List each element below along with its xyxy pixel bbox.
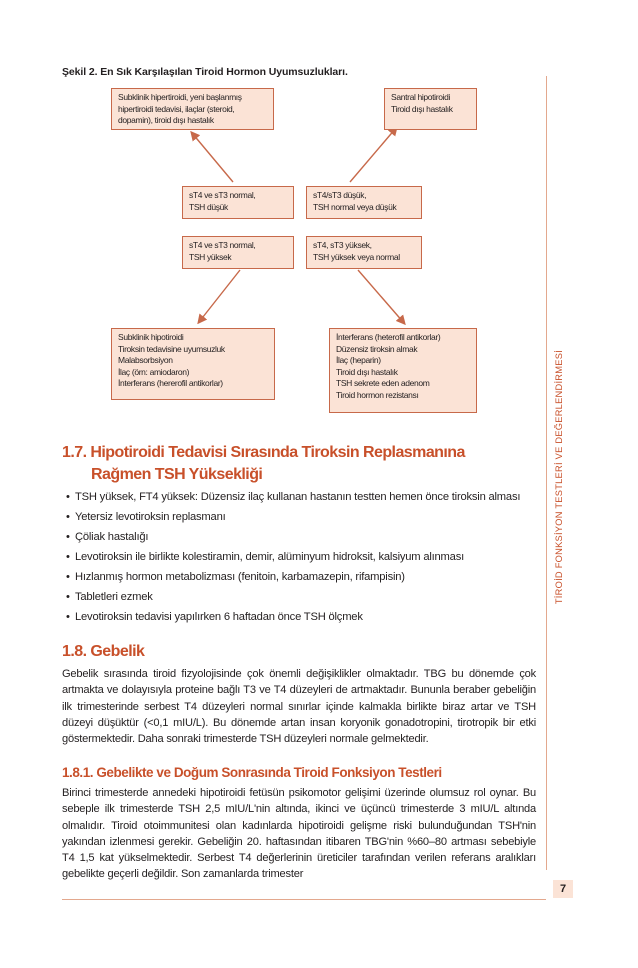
box-mid-left-2: sT4 ve sT3 normal, TSH yüksek bbox=[182, 236, 294, 269]
running-header-vertical: TİROİD FONKSİYON TESTLERİ VE DEĞERLENDİRMESİ bbox=[554, 350, 564, 605]
list-item: • Tabletleri ezmek bbox=[66, 590, 538, 604]
box-bottom-left: Subklinik hipotiroidi Tiroksin tedavisine uyumsuzluk Malabsorbsiyon İlaç (örn: amiodaron) İnterferans (hererofil antikorlar) bbox=[111, 328, 275, 400]
box-mid-right-2: sT4, sT3 yüksek, TSH yüksek veya normal bbox=[306, 236, 422, 269]
box-top-left: Subklinik hipertiroidi, yeni başlanmış hipertiroidi tedavisi, ilaçlar (steroid, dopamin), tiroid dışı hastalık bbox=[111, 88, 274, 130]
section-18-paragraph: Gebelik sırasında tiroid fizyolojisinde çok önemli değişiklikler olmaktadır. TBG bu dönemde çok artmakta ve dolayısıyla proteine bağlı T3 ve T4 düzeyleri de artmaktadır. Bununla beraber gebeliğin ilk trimesterinde serbest T4 düzeyleri normal sınırlar içinde kalmakla birlikte biraz artar ve TSH düzeyi düşüktür (<0,1 mIU/L). Bu dönemde artan insan koryonik gonadotropini, tirotropik bir etki göstermektedir. Daha sonraki trimesterde TSH düzeyleri normale gelmektedir. bbox=[62, 668, 536, 746]
list-item: • TSH yüksek, FT4 yüksek: Düzensiz ilaç kullanan hastanın testten hemen önce tiroksin alması bbox=[66, 490, 538, 504]
box-mid-left-1: sT4 ve sT3 normal, TSH düşük bbox=[182, 186, 294, 219]
section-18-title: 1.8. Gebelik bbox=[62, 643, 145, 660]
section-17-bullet-list bbox=[66, 490, 538, 630]
box-bottom-right: İnterferans (heterofil antikorlar) Düzensiz tiroksin almak İlaç (heparin) Tiroid dışı hastalık TSH sekrete eden adenom Tiroid hormon rezistansı bbox=[329, 328, 477, 413]
bottom-divider bbox=[62, 899, 546, 900]
section-17-title: 1.7. Hipotiroidi Tedavisi Sırasında Tiroksin Replasmanına Rağmen TSH Yüksekliği bbox=[62, 444, 465, 483]
list-item: • Levotiroksin ile birlikte kolestiramin, demir, alüminyum hidroksit, kalsiyum alınması bbox=[66, 550, 538, 564]
list-item: • Yetersiz levotiroksin replasmanı bbox=[66, 510, 538, 524]
section-181-title: 1.8.1. Gebelikte ve Doğum Sonrasında Tiroid Fonksiyon Testleri bbox=[62, 765, 442, 780]
list-item: • Çöliak hastalığı bbox=[66, 530, 538, 544]
box-mid-right-1: sT4/sT3 düşük, TSH normal veya düşük bbox=[306, 186, 422, 219]
arrow-up-left bbox=[192, 133, 233, 182]
page-number: 7 bbox=[553, 880, 573, 898]
box-top-right: Santral hipotiroidi Tiroid dışı hastalık bbox=[384, 88, 477, 130]
list-item: • Hızlanmış hormon metabolizması (fenitoin, karbamazepin, rifampisin) bbox=[66, 570, 538, 584]
list-item: • Levotiroksin tedavisi yapılırken 6 haftadan önce TSH ölçmek bbox=[66, 610, 538, 624]
figure-caption: Şekil 2. En Sık Karşılaşılan Tiroid Hormon Uyumsuzlukları. bbox=[62, 66, 348, 78]
section-181-paragraph: Birinci trimesterde annedeki hipotiroidi fetüsün psikomotor gelişimi üzerinde olumsuz rol oynar. Bu sebeple ilk trimesterde TSH 2,5 mIU/L'nin altında, ikinci ve üçüncü trimesterde 3 mIU/L altında olmalıdır. Tiroid otoimmunitesi olan kadınlarda hipotiroidi gelişme riski bulunduğundan TSH'nin yakından izlenmesi gerekir. Gebeliğin 20. haftasından itibaren TBG'nin %60–80 artması sebebiyle T4 1,5 kat yükselmektedir. Serbest T4 değerlerinin üreticiler tarafından verilen referans aralıkları gebelikte geçerli değildir. Son zamanlarda trimester bbox=[62, 787, 536, 881]
arrow-down-right bbox=[358, 270, 404, 323]
arrow-up-right bbox=[350, 128, 396, 182]
arrow-down-left bbox=[199, 270, 240, 322]
